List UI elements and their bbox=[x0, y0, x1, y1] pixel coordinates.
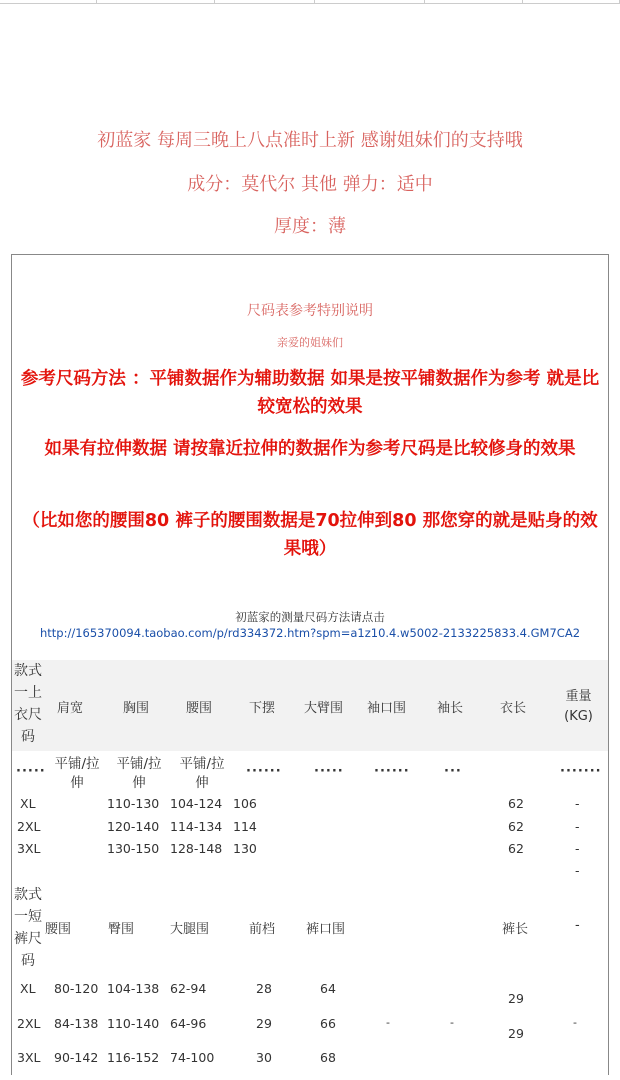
measure-text: 初蓝家的测量尺码方法请点击 bbox=[235, 610, 385, 624]
col-upper-arm: 大臂围 bbox=[304, 701, 344, 716]
note-para-3: （比如您的腰围80 裤子的腰围数据是70拉伸到80 那您穿的就是贴身的效果哦） bbox=[22, 511, 598, 559]
row-chest: 110-130 bbox=[107, 796, 160, 811]
row-size: 3XL bbox=[17, 841, 41, 856]
dots: ····· bbox=[16, 764, 46, 779]
extra-dash: - bbox=[575, 863, 580, 878]
note-para-1: 参考尺码方法 ：平铺数据作为辅助数据 如果是按平铺数据作为参考 就是比较宽松的效果 bbox=[20, 369, 600, 417]
thickness-line: 厚度：薄 bbox=[274, 216, 346, 237]
row-size: 3XL bbox=[17, 1050, 41, 1065]
row-length: 62 bbox=[508, 841, 524, 856]
col-rise: 前档 bbox=[249, 922, 276, 937]
row-chest: 120-140 bbox=[107, 819, 160, 834]
col-hem: 下摆 bbox=[249, 701, 276, 716]
row-weight: - bbox=[575, 819, 580, 834]
dots: ······· bbox=[560, 764, 602, 779]
bottom-style-label: 款式一短裤尺码 bbox=[14, 887, 42, 969]
row-hem: 106 bbox=[233, 796, 257, 811]
col-chest: 胸围 bbox=[123, 701, 150, 716]
promo-line: 初蓝家 每周三晚上八点准时上新 感谢姐妹们的支持哦 bbox=[97, 130, 523, 151]
row-length: 29 bbox=[508, 1026, 524, 1041]
row-waist: 128-148 bbox=[170, 841, 223, 856]
size-note-title: 尺码表参考特别说明 bbox=[247, 303, 373, 319]
row-thigh: 62-94 bbox=[170, 981, 207, 996]
material-line: 成分：莫代尔 其他 弹力：适中 bbox=[187, 174, 433, 195]
col-pants-length: 裤长 bbox=[502, 922, 529, 937]
row-waist: 114-134 bbox=[170, 819, 223, 834]
method-label: 平铺/拉伸 bbox=[54, 756, 100, 791]
col-waist: 腰围 bbox=[45, 922, 72, 937]
col-waist: 腰围 bbox=[186, 701, 213, 716]
row-chest: 130-150 bbox=[107, 841, 160, 856]
weight-dash: - bbox=[575, 918, 580, 933]
row-thigh: 74-100 bbox=[170, 1050, 215, 1065]
row-hem: 66 bbox=[320, 1016, 336, 1031]
row-hem: 68 bbox=[320, 1050, 336, 1065]
row-length: 62 bbox=[508, 796, 524, 811]
row-hem: 130 bbox=[233, 841, 257, 856]
top-border bbox=[0, 0, 620, 3]
col-length: 衣长 bbox=[500, 701, 527, 716]
method-label: 平铺/拉伸 bbox=[116, 756, 162, 791]
top-style-label: 款式一上衣尺码 bbox=[14, 663, 42, 745]
col-hip: 臀围 bbox=[108, 922, 135, 937]
row-dash: - bbox=[450, 1016, 454, 1029]
row-hem: 114 bbox=[233, 819, 257, 834]
row-size: XL bbox=[20, 796, 36, 811]
row-size: 2XL bbox=[17, 1016, 41, 1031]
row-weight: - bbox=[575, 841, 580, 856]
row-hem: 64 bbox=[320, 981, 336, 996]
row-length: 29 bbox=[508, 991, 524, 1006]
row-waist: 90-142 bbox=[54, 1050, 99, 1065]
row-hip: 104-138 bbox=[107, 981, 160, 996]
col-leg-opening: 裤口围 bbox=[306, 922, 346, 937]
size-chart-box bbox=[11, 254, 609, 1075]
row-waist: 84-138 bbox=[54, 1016, 99, 1031]
col-weight: 重量(KG) bbox=[564, 689, 593, 724]
row-dash: - bbox=[573, 1016, 577, 1029]
row-hip: 110-140 bbox=[107, 1016, 160, 1031]
size-table bbox=[12, 660, 608, 1080]
dots: ··· bbox=[444, 764, 462, 779]
col-cuff: 袖口围 bbox=[367, 701, 407, 716]
row-rise: 29 bbox=[256, 1016, 272, 1031]
row-size: XL bbox=[20, 981, 36, 996]
row-waist: 104-124 bbox=[170, 796, 223, 811]
dots: ······ bbox=[374, 764, 410, 779]
row-dash: - bbox=[386, 1016, 390, 1029]
row-rise: 28 bbox=[256, 981, 272, 996]
measure-link[interactable]: http://165370094.taobao.com/p/rd334372.htm?spm=a1z10.4.w5002-2133225833.4.GM7CA2 bbox=[39, 626, 581, 640]
dots: ····· bbox=[314, 764, 344, 779]
note-para-2: 如果有拉伸数据 请按靠近拉伸的数据作为参考尺码是比较修身的效果 bbox=[44, 439, 576, 459]
row-length: 62 bbox=[508, 819, 524, 834]
col-sleeve: 袖长 bbox=[437, 701, 464, 716]
row-hip: 116-152 bbox=[107, 1050, 160, 1065]
row-rise: 30 bbox=[256, 1050, 272, 1065]
dots: ······ bbox=[246, 764, 282, 779]
row-thigh: 64-96 bbox=[170, 1016, 207, 1031]
row-size: 2XL bbox=[17, 819, 41, 834]
row-weight: - bbox=[575, 796, 580, 811]
size-note-subtitle: 亲爱的姐妹们 bbox=[277, 336, 343, 349]
col-thigh: 大腿围 bbox=[170, 922, 210, 937]
method-label: 平铺/拉伸 bbox=[179, 756, 225, 791]
row-waist: 80-120 bbox=[54, 981, 99, 996]
col-shoulder: 肩宽 bbox=[57, 701, 84, 716]
